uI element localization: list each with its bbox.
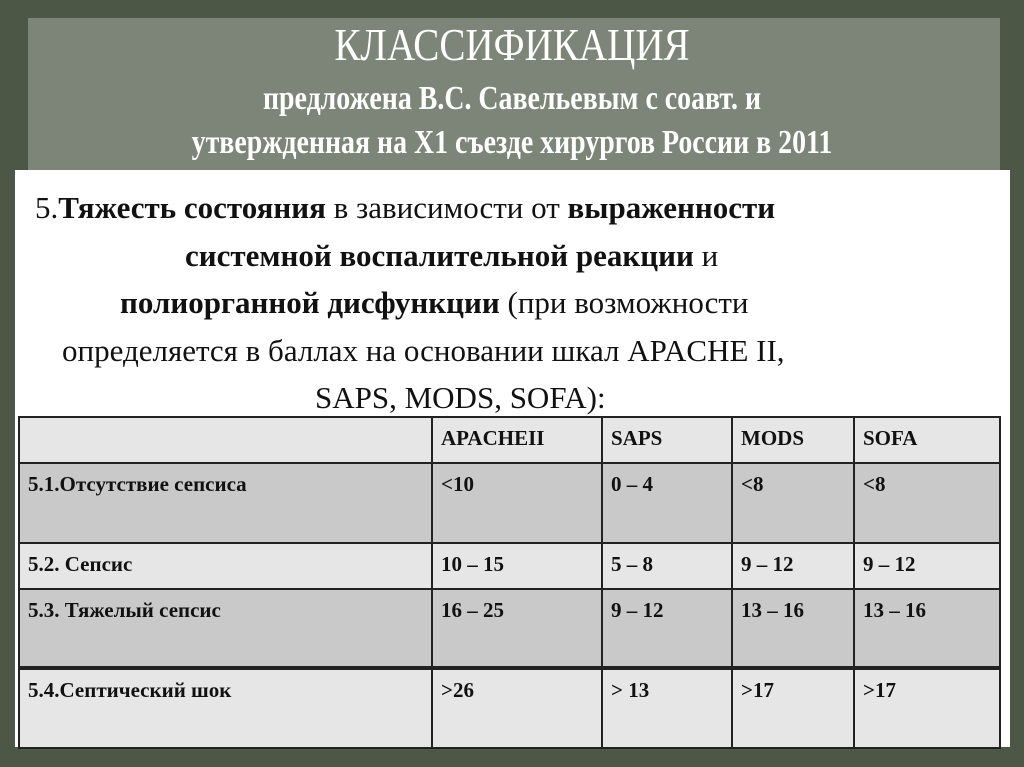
slide-subtitle-line-2: утвержденная на Х1 съезде хирургов России в 2011: [191, 124, 833, 161]
table-header-row: [19, 417, 1000, 463]
content-box: [15, 170, 1010, 747]
paragraph-line-5: SAPS, MODS, SOFA):: [315, 380, 606, 415]
table-cell: >17: [732, 668, 854, 748]
text: и: [693, 237, 719, 273]
table-cell: 16 – 25: [432, 589, 602, 668]
table-cell: <8: [732, 463, 854, 543]
table-cell: 5 – 8: [602, 543, 732, 589]
slide-title: КЛАССИФИКАЦИЯ: [334, 19, 690, 70]
table-cell: >17: [854, 668, 1000, 748]
text: (при возможности: [499, 285, 749, 320]
table-cell: 13 – 16: [854, 589, 1000, 668]
bold-text: Тяжесть состояния: [58, 190, 326, 225]
table-cell: 13 – 16: [732, 589, 854, 668]
text: 5.: [35, 190, 59, 225]
table-cell: 9 – 12: [854, 543, 1000, 589]
table-cell: > 13: [602, 668, 732, 748]
bold-text: системной воспалительной реакции: [185, 237, 694, 273]
table-cell: 0 – 4: [602, 463, 732, 543]
table-row: [19, 543, 1000, 589]
table-row: [19, 589, 1000, 668]
table-cell: <8: [854, 463, 1000, 543]
row-label: 5.4.Септический шок: [19, 668, 432, 748]
slide-subtitle-line-1: предложена В.С. Савельевым с соавт. и: [262, 80, 762, 117]
header-cell: [19, 417, 432, 463]
paragraph-line-3: [120, 279, 749, 327]
table-cell: 10 – 15: [432, 543, 602, 589]
header-cell: SOFA: [854, 417, 1000, 463]
table-cell: 9 – 12: [732, 543, 854, 589]
paragraph-line-4: определяется в баллах на основании шкал APACHE II,: [62, 332, 785, 368]
table-cell: 9 – 12: [602, 589, 732, 668]
table-row: [19, 668, 1000, 748]
header-cell: MODS: [732, 417, 854, 463]
paragraph-line-1: [35, 184, 775, 232]
text: в зависимости от: [325, 190, 568, 225]
bold-text: полиорганной дисфункции: [120, 285, 500, 320]
paragraph-line-2: [185, 232, 718, 280]
bold-text: выраженности: [567, 190, 776, 225]
header-cell: SAPS: [602, 417, 732, 463]
row-label: 5.1.Отсутствие сепсиса: [19, 463, 432, 543]
table-cell: <10: [432, 463, 602, 543]
row-label: 5.3. Тяжелый сепсис: [19, 589, 432, 668]
table-row: [19, 463, 1000, 543]
header-cell: APACHEII: [432, 417, 602, 463]
sepsis-severity-table: [18, 416, 1001, 749]
row-label: 5.2. Сепсис: [19, 543, 432, 589]
table-cell: >26: [432, 668, 602, 748]
